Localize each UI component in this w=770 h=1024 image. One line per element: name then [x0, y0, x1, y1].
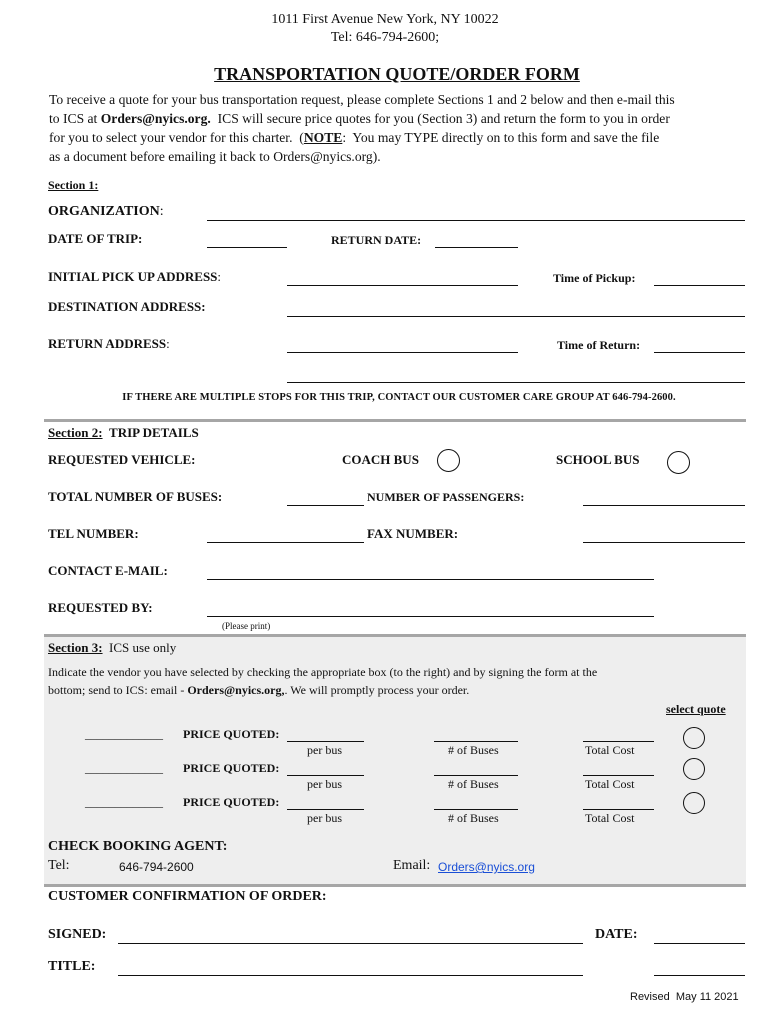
booking-agent-heading: CHECK BOOKING AGENT:: [48, 839, 228, 854]
coach-bus-radio[interactable]: [437, 449, 460, 472]
contact-email-field[interactable]: [207, 579, 654, 580]
section3-line-2: [48, 681, 597, 699]
intro-note: NOTE: [303, 130, 343, 145]
intro-email: Orders@nyics.org.: [100, 111, 211, 126]
school-bus-label: SCHOOL BUS: [556, 452, 640, 467]
fax-number-field[interactable]: [583, 542, 745, 543]
section3-subheading: ICS use only: [109, 640, 177, 655]
price-quoted-label: PRICE QUOTED:: [183, 795, 280, 809]
signature-field[interactable]: [118, 943, 583, 944]
date-label: DATE:: [595, 927, 638, 942]
intro-line-1: To receive a quote for your bus transportation request, please complete Sections 1 and 2 below and then e-mail this: [49, 92, 675, 107]
price-field[interactable]: [287, 809, 364, 810]
total-cost-field[interactable]: [583, 741, 654, 742]
total-cost-label: Total Cost: [585, 777, 635, 791]
please-print-note: (Please print): [222, 621, 271, 631]
contact-email-label: CONTACT E-MAIL:: [48, 563, 168, 578]
buses-field[interactable]: [434, 775, 518, 776]
time-of-return-label: Time of Return:: [557, 338, 641, 352]
pickup-address-label: [48, 269, 221, 285]
total-cost-label: Total Cost: [585, 743, 635, 757]
num-passengers-field[interactable]: [583, 505, 745, 506]
vendor-blank[interactable]: _____________: [85, 761, 163, 775]
select-quote-radio-1[interactable]: [683, 727, 705, 749]
per-bus-label: per bus: [307, 743, 342, 757]
intro-line-4: as a document before emailing it back to Orders@nyics.org).: [49, 149, 381, 164]
num-buses-label: # of Buses: [448, 777, 499, 791]
num-buses-label: # of Buses: [448, 811, 499, 825]
organization-field[interactable]: [207, 220, 745, 221]
section-divider: [44, 419, 746, 422]
total-cost-label: Total Cost: [585, 811, 635, 825]
section3-heading-row: [48, 640, 176, 656]
section3-instructions: [48, 663, 597, 699]
section-divider: [44, 634, 746, 637]
total-cost-field[interactable]: [583, 775, 654, 776]
time-of-return-field[interactable]: [654, 352, 745, 353]
num-buses-label: # of Buses: [448, 743, 499, 757]
requested-by-field[interactable]: [207, 616, 654, 617]
agent-email-link[interactable]: Orders@nyics.org: [438, 860, 535, 874]
requested-by-label: REQUESTED BY:: [48, 600, 153, 615]
pickup-address-label-text: INITIAL PICK UP ADDRESS: [48, 269, 218, 284]
tel-number-label: TEL NUMBER:: [48, 526, 139, 541]
title-field[interactable]: [118, 975, 583, 976]
select-quote-radio-3[interactable]: [683, 792, 705, 814]
section3-line-1: Indicate the vendor you have selected by checking the appropriate box (to the right) and by signing the form at the: [48, 665, 598, 679]
section3-email: Orders@nyics.org,: [187, 683, 285, 697]
section3-text: bottom; send to ICS: email -: [48, 683, 188, 697]
time-of-pickup-label: Time of Pickup:: [553, 271, 636, 285]
vendor-blank[interactable]: _____________: [85, 727, 163, 741]
intro-text: for you to select your vendor for this charter. (: [49, 130, 304, 145]
destination-address-label: DESTINATION ADDRESS:: [48, 299, 206, 314]
organization-label-text: ORGANIZATION: [48, 204, 160, 219]
total-buses-label: TOTAL NUMBER OF BUSES:: [48, 489, 223, 504]
return-address-field[interactable]: [287, 352, 518, 353]
intro-line-3: [49, 128, 675, 147]
vendor-blank[interactable]: _____________: [85, 795, 163, 809]
organization-label: [48, 204, 164, 220]
section2-heading: Section 2:: [48, 425, 103, 440]
intro-paragraph: [49, 90, 675, 166]
organization-colon: :: [159, 204, 164, 219]
coach-bus-label: COACH BUS: [342, 452, 419, 467]
section2-subheading: TRIP DETAILS: [109, 425, 199, 440]
per-bus-label: per bus: [307, 777, 342, 791]
price-quoted-label: PRICE QUOTED:: [183, 727, 280, 741]
section3-text: . We will promptly process your order.: [284, 683, 470, 697]
price-field[interactable]: [287, 775, 364, 776]
destination-address-field[interactable]: [287, 316, 745, 317]
time-of-pickup-field[interactable]: [654, 285, 745, 286]
header-tel: Tel: 646-794-2600;: [330, 30, 440, 45]
agent-tel-value: 646-794-2600: [119, 860, 194, 874]
extra-address-field[interactable]: [287, 382, 745, 383]
agent-email-label: Email:: [393, 858, 431, 873]
return-date-field[interactable]: [435, 247, 518, 248]
buses-field[interactable]: [434, 809, 518, 810]
confirmation-heading: CUSTOMER CONFIRMATION OF ORDER:: [48, 889, 327, 904]
form-title: TRANSPORTATION QUOTE/ORDER FORM: [214, 64, 580, 84]
multiple-stops-notice: IF THERE ARE MULTIPLE STOPS FOR THIS TRIP, CONTACT OUR CUSTOMER CARE GROUP AT 646-794-2600.: [122, 392, 676, 403]
pickup-colon: :: [217, 269, 222, 284]
num-passengers-label: NUMBER OF PASSENGERS:: [367, 490, 525, 504]
total-buses-field[interactable]: [287, 505, 364, 506]
select-quote-label: select quote: [666, 702, 726, 716]
section3-heading: Section 3:: [48, 640, 103, 655]
signed-label: SIGNED:: [48, 927, 107, 942]
return-date-label: RETURN DATE:: [331, 233, 422, 247]
intro-line-2: [49, 109, 675, 128]
tel-number-field[interactable]: [207, 542, 364, 543]
intro-text: to ICS at: [49, 111, 101, 126]
price-field[interactable]: [287, 741, 364, 742]
revised-date: Revised May 11 2021: [630, 991, 739, 1003]
total-cost-field[interactable]: [583, 809, 654, 810]
select-quote-radio-2[interactable]: [683, 758, 705, 780]
per-bus-label: per bus: [307, 811, 342, 825]
agent-tel-label: Tel:: [48, 858, 70, 873]
return-address-label-text: RETURN ADDRESS: [48, 336, 167, 351]
price-quoted-label: PRICE QUOTED:: [183, 761, 280, 775]
date-of-trip-label: DATE OF TRIP:: [48, 231, 143, 246]
buses-field[interactable]: [434, 741, 518, 742]
title-label: TITLE:: [48, 959, 96, 974]
pickup-address-field[interactable]: [287, 285, 518, 286]
intro-text: : You may TYPE directly on to this form and save the file: [342, 130, 660, 145]
requested-vehicle-label: REQUESTED VEHICLE:: [48, 452, 196, 467]
intro-text: ICS will secure price quotes for you (Section 3) and return the form to you in order: [210, 111, 670, 126]
school-bus-radio[interactable]: [667, 451, 690, 474]
section-divider: [44, 884, 746, 887]
header-address: 1011 First Avenue New York, NY 10022: [271, 12, 499, 27]
date-field[interactable]: [654, 943, 745, 944]
extra-field[interactable]: [654, 975, 745, 976]
section1-heading: Section 1:: [48, 178, 99, 192]
return-colon: :: [166, 336, 170, 351]
section2-heading-row: [48, 425, 199, 441]
date-of-trip-field[interactable]: [207, 247, 287, 248]
fax-number-label: FAX NUMBER:: [367, 526, 459, 541]
return-address-label: [48, 336, 170, 352]
